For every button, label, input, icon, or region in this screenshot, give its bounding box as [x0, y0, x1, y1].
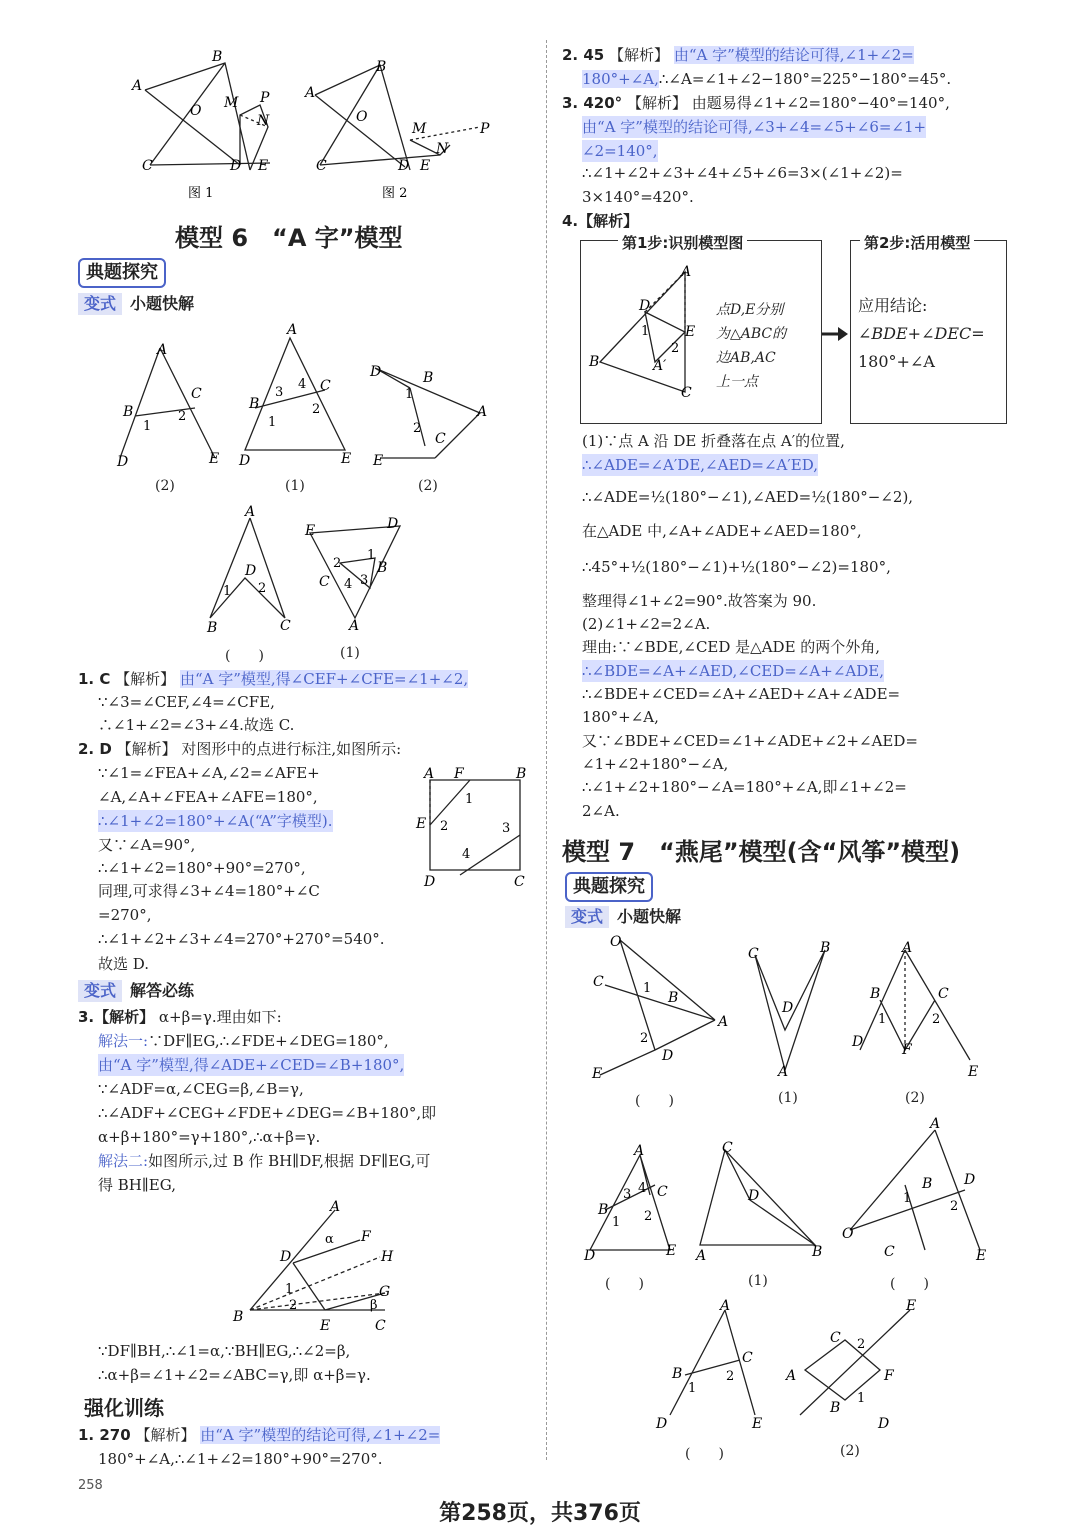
q2-line: ∴∠1+∠2=180°+90°=270°,: [98, 859, 306, 877]
m6-caption: (1): [340, 645, 360, 661]
svg-text:E: E: [685, 324, 696, 340]
q2-line: ∴∠1+∠2=180°+∠A(“A”字模型).: [98, 812, 333, 830]
svg-text:1: 1: [878, 1012, 887, 1027]
svg-text:C: C: [657, 1184, 668, 1200]
svg-text:2: 2: [950, 1199, 959, 1214]
sol-line: ∴∠ADE=∠A′DE,∠AED=∠A′ED,: [582, 456, 819, 474]
svg-text:D: D: [239, 453, 251, 469]
svg-text:E: E: [320, 1318, 331, 1334]
sol-line: ∠1+∠2+180°−∠A,: [582, 755, 729, 773]
q2-figure: [410, 760, 535, 890]
r-q3-line: 3. 420° 【解析】 由题易得∠1+∠2=180°−40°=140°,: [562, 94, 950, 112]
svg-text:B: B: [870, 986, 881, 1002]
svg-text:C: C: [748, 946, 759, 962]
svg-text:2: 2: [857, 1337, 866, 1352]
svg-text:2: 2: [178, 409, 187, 424]
q3-line: 解法一:∵DF∥EG,∴∠FDE+∠DEG=180°,: [98, 1032, 389, 1050]
q3-line: ∴∠ADF+∠CEG+∠FDE+∠DEG=∠B+180°,即: [98, 1104, 437, 1122]
svg-text:N: N: [257, 113, 270, 129]
sol-line: 在△ADE 中,∠A+∠ADE+∠AED=180°,: [582, 522, 862, 540]
svg-text:F: F: [884, 1368, 894, 1384]
q2-line: =270°,: [98, 906, 152, 924]
model7-figures: [580, 930, 1010, 1450]
svg-text:E: E: [416, 816, 427, 832]
svg-text:α: α: [325, 1232, 334, 1247]
step2-title: 第2步:活用模型: [860, 232, 974, 253]
svg-text:图 1: 图 1: [188, 186, 214, 201]
sol-line: 180°+∠A,: [582, 708, 659, 726]
model7-title: 模型 7 “燕尾”模型(含“风筝”模型): [562, 838, 961, 866]
svg-text:B: B: [668, 990, 679, 1006]
svg-text:D: D: [852, 1034, 864, 1050]
variant-2: 变式 解答必练: [78, 980, 194, 1002]
q2-line: 2. D 【解析】 对图形中的点进行标注,如图所示:: [78, 740, 402, 758]
svg-text:F: F: [454, 766, 464, 782]
svg-text:P: P: [480, 121, 490, 137]
svg-text:β: β: [370, 1298, 378, 1313]
step1-figure: [585, 262, 715, 407]
svg-text:B: B: [423, 370, 434, 386]
svg-text:N: N: [436, 141, 449, 157]
svg-text:4: 4: [344, 577, 353, 592]
sol-line: ∴∠ADE=½(180°−∠1),∠AED=½(180°−∠2),: [582, 488, 914, 506]
svg-text:B: B: [207, 620, 218, 636]
q2-line: ∵∠1=∠FEA+∠A,∠2=∠AFE+: [98, 764, 320, 782]
m7-caption: (2): [840, 1443, 860, 1459]
svg-text:O: O: [356, 109, 368, 125]
svg-text:A: A: [696, 1248, 707, 1264]
q2-line: ∴∠1+∠2+∠3+∠4=270°+270°=540°.: [98, 930, 385, 948]
svg-text:C: C: [938, 986, 949, 1002]
m7-caption: (1): [778, 1090, 798, 1106]
svg-text:3: 3: [275, 385, 284, 400]
svg-text:E: E: [968, 1064, 979, 1080]
svg-text:C: C: [319, 574, 330, 590]
q3-line: ∴α+β=∠1+∠2=∠ABC=γ,即 α+β=γ.: [98, 1366, 371, 1384]
svg-text:O: O: [190, 103, 202, 119]
svg-text:C: C: [593, 974, 604, 990]
model7-variant: 变式 小题快解: [565, 906, 681, 928]
svg-text:A: A: [245, 504, 256, 520]
svg-text:C: C: [375, 1318, 386, 1334]
model6-variant: 变式 小题快解: [78, 293, 194, 315]
svg-text:E: E: [906, 1298, 917, 1314]
svg-text:G: G: [379, 1284, 391, 1300]
q2-line: 又∵∠A=90°,: [98, 836, 196, 854]
svg-text:D: D: [280, 1249, 292, 1265]
svg-text:B: B: [516, 766, 527, 782]
sol-line: ∴∠BDE=∠A+∠AED,∠CED=∠A+∠ADE,: [582, 662, 884, 680]
svg-text:E: E: [666, 1243, 677, 1259]
r-q3-line: ∠2=140°,: [582, 142, 658, 160]
svg-text:H: H: [381, 1249, 394, 1265]
svg-text:D: D: [230, 158, 242, 174]
q1-line: ∵∠3=∠CEF,∠4=∠CFE,: [98, 693, 275, 711]
svg-text:B: B: [123, 404, 134, 420]
figure-1-2: [120, 45, 520, 205]
svg-text:D: D: [662, 1048, 674, 1064]
svg-text:2: 2: [312, 402, 321, 417]
q1-line: 1. C 【解析】 由“A 字”模型,得∠CEF+∠CFE=∠1+∠2,: [78, 670, 469, 688]
svg-text:4: 4: [638, 1181, 647, 1196]
q3-line: 解法二:如图所示,过 B 作 BH∥DF,根据 DF∥EG,可: [98, 1152, 431, 1170]
m7-caption: ( ): [890, 1276, 929, 1292]
svg-text:M: M: [224, 95, 239, 111]
svg-text:B: B: [812, 1244, 823, 1260]
sol-line: ∴45°+½(180°−∠1)+½(180°−∠2)=180°,: [582, 558, 891, 576]
r-q2-line: 2. 45 【解析】 由“A 字”模型的结论可得,∠1+∠2=: [562, 46, 914, 64]
svg-text:C: C: [830, 1330, 841, 1346]
svg-text:E: E: [305, 523, 316, 539]
model6-box: [78, 258, 166, 288]
step2-note: 应用结论: ∠BDE+∠DEC= 180°+∠A: [858, 296, 985, 371]
dianti-heading: 典题探究: [78, 258, 166, 288]
q3-line: 得 BH∥EG,: [98, 1176, 176, 1194]
model7-box: [565, 872, 653, 902]
svg-text:B: B: [922, 1176, 933, 1192]
svg-text:B: B: [820, 940, 831, 956]
svg-text:1: 1: [903, 1191, 912, 1206]
svg-text:A: A: [349, 618, 360, 634]
svg-text:P: P: [260, 90, 270, 106]
svg-text:2: 2: [932, 1012, 941, 1027]
svg-text:D: D: [782, 1000, 794, 1016]
svg-text:2: 2: [671, 341, 680, 356]
svg-text:B: B: [672, 1366, 683, 1382]
svg-text:C: C: [142, 158, 153, 174]
svg-text:1: 1: [367, 548, 376, 563]
svg-text:D: D: [964, 1172, 976, 1188]
r-q3-line: 3×140°=420°.: [582, 188, 694, 206]
m7-caption: ( ): [685, 1446, 724, 1462]
m7-caption: ( ): [605, 1276, 644, 1292]
page-number: 258: [78, 1478, 103, 1493]
q3-line: ∵∠ADF=α,∠CEG=β,∠B=γ,: [98, 1080, 304, 1098]
svg-text:C: C: [681, 385, 692, 401]
m6-caption: (1): [285, 478, 305, 494]
svg-text:D: D: [424, 874, 436, 890]
q1b-line: 180°+∠A,∴∠1+∠2=180°+90°=270°.: [98, 1450, 383, 1468]
q2-line: 同理,可求得∠3+∠4=180°+∠C: [98, 882, 320, 900]
training-title: 强化训练: [84, 1396, 164, 1420]
q2-line: 故选 D.: [98, 955, 150, 973]
svg-text:1: 1: [223, 584, 232, 599]
svg-text:A′: A′: [653, 358, 667, 374]
svg-text:E: E: [258, 158, 269, 174]
r-q2-line: 180°+∠A,∴∠A=∠1+∠2−180°=225°−180°=45°.: [582, 70, 952, 88]
svg-text:B: B: [212, 49, 223, 65]
svg-text:A: A: [634, 1143, 645, 1159]
svg-text:A: A: [330, 1199, 341, 1215]
svg-text:D: D: [639, 298, 651, 314]
svg-text:M: M: [412, 121, 427, 137]
svg-text:2: 2: [333, 556, 342, 571]
svg-text:1: 1: [405, 387, 414, 402]
svg-text:E: E: [752, 1416, 763, 1432]
svg-text:C: C: [514, 874, 525, 890]
svg-text:3: 3: [623, 1187, 632, 1202]
svg-text:1: 1: [641, 324, 650, 339]
svg-text:图 2: 图 2: [382, 186, 408, 201]
svg-text:D: D: [748, 1188, 760, 1204]
m7-caption: ( ): [635, 1093, 674, 1109]
q3-line: α+β+180°=γ+180°,∴α+β=γ.: [98, 1128, 321, 1146]
svg-text:A: A: [424, 766, 435, 782]
svg-text:A: A: [287, 322, 298, 338]
svg-text:1: 1: [688, 1381, 697, 1396]
m7-caption: (2): [905, 1090, 925, 1106]
svg-text:B: B: [830, 1400, 841, 1416]
svg-text:F: F: [902, 1042, 912, 1058]
sol-line: ∴∠BDE+∠CED=∠A+∠AED+∠A+∠ADE=: [582, 685, 901, 703]
svg-text:C: C: [742, 1350, 753, 1366]
svg-text:3: 3: [502, 821, 511, 836]
sol-line: 又∵∠BDE+∠CED=∠1+∠ADE+∠2+∠AED=: [582, 732, 918, 750]
svg-text:C: C: [280, 618, 291, 634]
svg-text:2: 2: [413, 421, 422, 436]
svg-text:B: B: [598, 1202, 609, 1218]
fig1-label: A: [132, 78, 143, 94]
arrow-icon: [820, 324, 850, 344]
m6-caption: (2): [418, 478, 438, 494]
svg-text:E: E: [209, 451, 220, 467]
svg-text:D: D: [370, 364, 382, 380]
q3-line: 3.【解析】 α+β=γ.理由如下:: [78, 1008, 282, 1026]
q1b-line: 1. 270 【解析】 由“A 字”模型的结论可得,∠1+∠2=: [78, 1426, 441, 1444]
svg-text:C: C: [722, 1140, 733, 1156]
svg-text:C: C: [435, 431, 446, 447]
sol-line: (2)∠1+∠2=2∠A.: [582, 615, 711, 633]
m6-caption: ( ): [225, 648, 264, 664]
svg-text:D: D: [117, 454, 129, 470]
svg-text:1: 1: [465, 792, 474, 807]
svg-text:2: 2: [289, 1298, 298, 1313]
svg-text:A: A: [786, 1368, 797, 1384]
svg-text:D: D: [584, 1248, 596, 1264]
q2-line: ∠A,∠A+∠FEA+∠AFE=180°,: [98, 788, 318, 806]
sol-line: (1)∵点 A 沿 DE 折叠落在点 A′的位置,: [582, 432, 845, 450]
svg-text:A: A: [930, 1116, 941, 1132]
svg-text:A: A: [157, 342, 168, 358]
svg-text:1: 1: [857, 1391, 866, 1406]
svg-text:B: B: [249, 396, 260, 412]
sol-line: ∴∠1+∠2+180°−∠A=180°+∠A,即∠1+∠2=: [582, 778, 907, 796]
svg-text:B: B: [376, 59, 387, 75]
svg-text:1: 1: [612, 1215, 621, 1230]
svg-text:E: E: [420, 158, 431, 174]
svg-text:A: A: [305, 85, 316, 101]
r-q4-line: 4.【解析】: [562, 212, 639, 230]
svg-text:F: F: [361, 1229, 371, 1245]
svg-text:B: B: [233, 1309, 244, 1325]
svg-text:C: C: [316, 158, 327, 174]
column-divider: [546, 40, 547, 1460]
svg-text:A: A: [477, 404, 488, 420]
svg-text:B: B: [377, 560, 388, 576]
svg-text:4: 4: [462, 847, 471, 862]
svg-text:E: E: [976, 1248, 987, 1264]
model6-title: 模型 6 “A 字”模型: [175, 224, 403, 252]
r-q3-line: 由“A 字”模型的结论可得,∠3+∠4=∠5+∠6=∠1+: [582, 118, 927, 136]
q3-line: 由“A 字”模型,得∠ADE+∠CED=∠B+180°,: [98, 1056, 405, 1074]
svg-text:4: 4: [298, 377, 307, 392]
svg-text:E: E: [341, 451, 352, 467]
svg-text:2: 2: [440, 819, 449, 834]
q3-figure: [225, 1195, 410, 1335]
svg-text:O: O: [610, 934, 622, 950]
step1-title: 第1步:识别模型图: [618, 232, 747, 253]
svg-text:D: D: [656, 1416, 668, 1432]
svg-text:A: A: [778, 1064, 789, 1080]
svg-text:D: D: [245, 563, 257, 579]
svg-text:2: 2: [258, 581, 267, 596]
svg-text:A: A: [720, 1298, 731, 1314]
svg-text:1: 1: [268, 415, 277, 430]
q3-line: ∵DF∥BH,∴∠1=α,∵BH∥EG,∴∠2=β,: [98, 1342, 351, 1360]
m6-caption: (2): [155, 478, 175, 494]
page-footer: 第258页，共376页: [439, 1501, 641, 1526]
svg-text:C: C: [320, 378, 331, 394]
m7-caption: (1): [748, 1273, 768, 1289]
sol-line: 2∠A.: [582, 802, 620, 820]
svg-text:D: D: [398, 158, 410, 174]
svg-text:2: 2: [640, 1031, 649, 1046]
svg-text:C: C: [191, 386, 202, 402]
svg-text:D: D: [387, 516, 399, 532]
svg-text:1: 1: [643, 981, 652, 996]
svg-text:A: A: [681, 264, 692, 280]
svg-text:2: 2: [726, 1369, 735, 1384]
step1-note: 点D,E分别 为△ABC的 边AB,AC 上一点: [716, 302, 787, 390]
svg-text:A: A: [718, 1014, 729, 1030]
svg-text:D: D: [878, 1416, 890, 1432]
sol-line: 理由:∵∠BDE,∠CED 是△ADE 的两个外角,: [582, 638, 881, 656]
svg-text:E: E: [592, 1066, 603, 1082]
q1-line: ∴∠1+∠2=∠3+∠4.故选 C.: [98, 716, 295, 734]
svg-text:3: 3: [360, 573, 369, 588]
svg-text:1: 1: [285, 1282, 294, 1297]
svg-text:O: O: [842, 1226, 854, 1242]
sol-line: 整理得∠1+∠2=90°.故答案为 90.: [582, 592, 817, 610]
dianti-heading-2: 典题探究: [565, 872, 653, 902]
svg-text:1: 1: [143, 419, 152, 434]
svg-text:C: C: [884, 1244, 895, 1260]
svg-text:B: B: [589, 354, 600, 370]
svg-text:A: A: [902, 940, 913, 956]
r-q3-line: ∴∠1+∠2+∠3+∠4+∠5+∠6=3×(∠1+∠2)=: [582, 164, 903, 182]
svg-text:E: E: [373, 453, 384, 469]
svg-text:2: 2: [644, 1209, 653, 1224]
